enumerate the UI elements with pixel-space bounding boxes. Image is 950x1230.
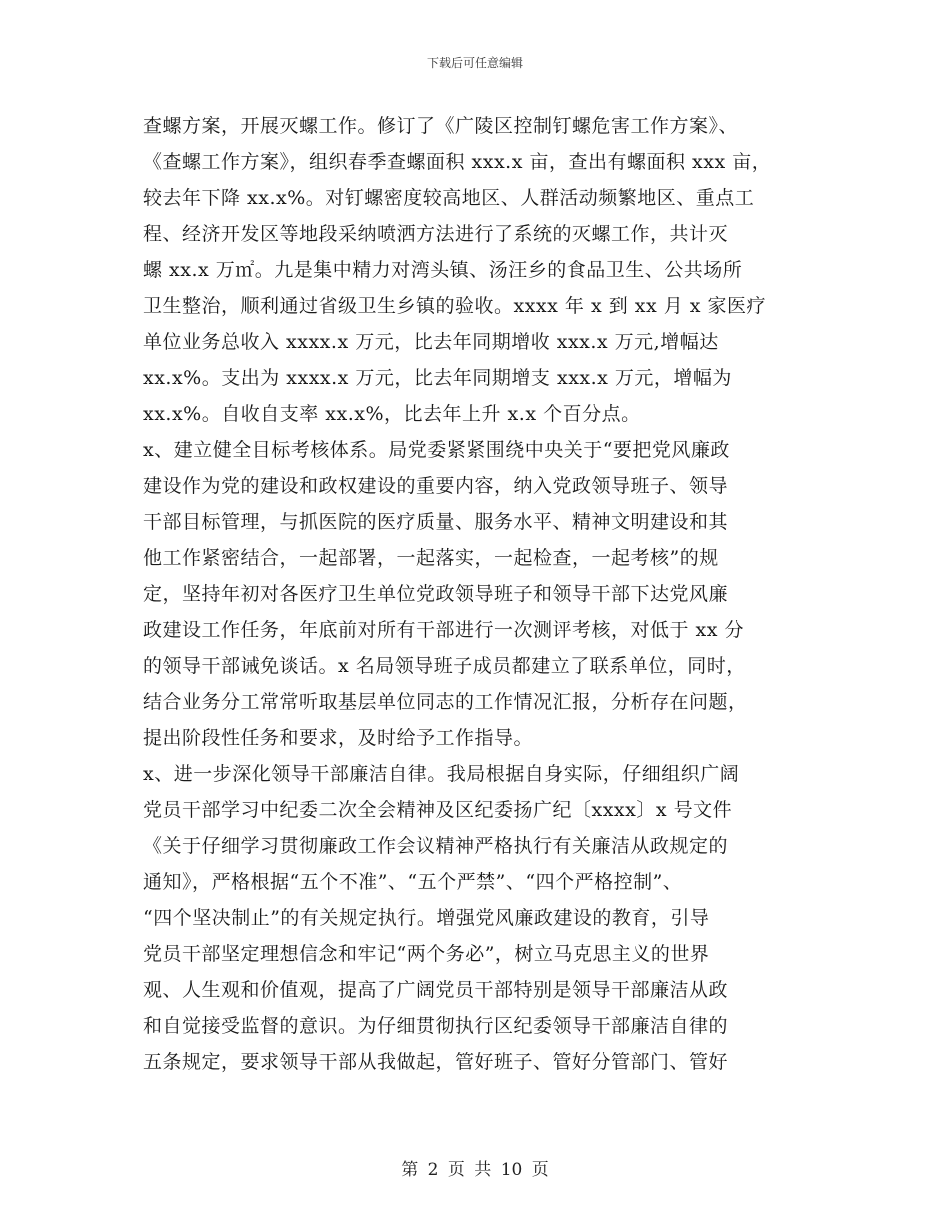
text-line: 查螺方案，开展灭螺工作。修订了《广陵区控制钉螺危害工作方案》、 — [143, 115, 739, 137]
text-line: 螺 xx.x 万㎡。九是集中精力对湾头镇、汤汪乡的食品卫生、公共场所 — [143, 259, 743, 281]
text-line: 他工作紧密结合，一起部署，一起落实，一起检查，一起考核”的规 — [143, 547, 719, 569]
text-line: 结合业务分工常常听取基层单位同志的工作情况汇报，分析存在问题， — [143, 691, 748, 713]
text-line: 《查螺工作方案》，组织春季查螺面积 xxx.x 亩，查出有螺面积 xxx 亩， — [143, 151, 772, 173]
text-line: 干部目标管理，与抓医院的医疗质量、服务水平、精神文明建设和其 — [143, 511, 729, 533]
text-line: 《关于仔细学习贯彻廉政工作会议精神严格执行有关廉洁从政规定的 — [143, 835, 729, 857]
text-line: 卫生整治，顺利通过省级卫生乡镇的验收。xxxx 年 x 到 xx 月 x 家医疗 — [143, 295, 767, 317]
text-line: 提出阶段性任务和要求，及时给予工作指导。 — [143, 727, 534, 749]
text-line: 的领导干部诫免谈话。x 名局领导班子成员都建立了联系单位，同时， — [143, 655, 746, 677]
text-line: x、进一步深化领导干部廉洁自律。我局根据自身实际，仔细组织广阔 — [143, 763, 740, 785]
text-line: 程、经济开发区等地段采纳喷洒方法进行了系统的灭螺工作，共计灭 — [143, 223, 729, 245]
text-line: 政建设工作任务，年底前对所有干部进行一次测评考核，对低于 xx 分 — [143, 619, 745, 641]
text-line: 通知》，严格根据“五个不准”、“五个严禁”、“四个严格控制”、 — [143, 871, 683, 893]
text-line: 单位业务总收入 xxxx.x 万元，比去年同期增收 xxx.x 万元,增幅达 — [143, 331, 719, 353]
page-footer: 第 2 页 共 10 页 — [401, 1160, 549, 1180]
page-header: 下载后可任意编辑 — [426, 56, 523, 70]
text-line: 党员干部学习中纪委二次全会精神及区纪委扬广纪〔xxxx〕x 号文件 — [143, 799, 733, 821]
text-line: 较去年下降 xx.x%。对钉螺密度较高地区、人群活动频繁地区、重点工 — [143, 187, 755, 209]
text-line: xx.x%。支出为 xxxx.x 万元，比去年同期增支 xxx.x 万元，增幅为 — [143, 367, 732, 389]
text-line: 党员干部坚定理想信念和牢记“两个务必”，树立马克思主义的世界 — [143, 943, 710, 965]
document-body — [143, 108, 823, 1080]
text-line: xx.x%。自收自支率 xx.x%，比去年上升 x.x 个百分点。 — [143, 403, 641, 425]
text-line: “四个坚决制止”的有关规定执行。增强党风廉政建设的教育，引导 — [143, 907, 710, 929]
text-line: 观、人生观和价值观，提高了广阔党员干部特别是领导干部廉洁从政 — [143, 979, 729, 1001]
text-line: 建设作为党的建设和政权建设的重要内容，纳入党政领导班子、领导 — [143, 475, 729, 497]
text-line: 定，坚持年初对各医疗卫生单位党政领导班子和领导干部下达党风廉 — [143, 583, 729, 605]
text-line: x、建立健全目标考核体系。局党委紧紧围绕中央关于“要把党风廉政 — [143, 439, 730, 461]
text-line: 和自觉接受监督的意识。为仔细贯彻执行区纪委领导干部廉洁自律的 — [143, 1015, 729, 1037]
text-line: 五条规定，要求领导干部从我做起，管好班子、管好分管部门、管好 — [143, 1051, 729, 1073]
